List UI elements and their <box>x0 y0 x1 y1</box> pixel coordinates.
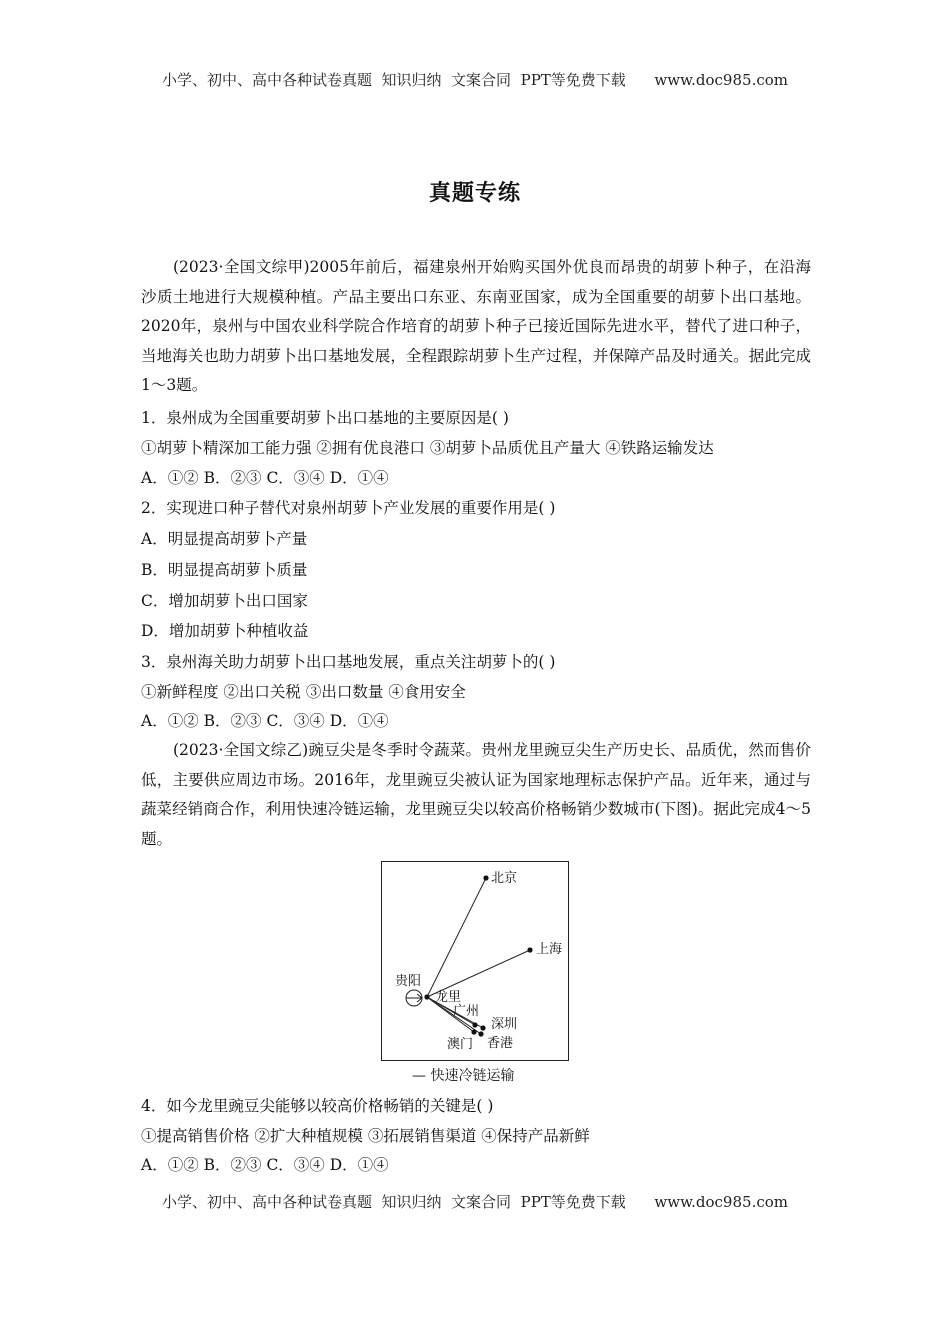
passage-carrot: (2023·全国文综甲)2005年前后，福建泉州开始购买国外优良而昂贵的胡萝卜种子，在沿海沙质土地进行大规模种植。产品主要出口东亚、东南亚国家，成为全国重要的胡萝卜出口基地。2020年，泉州与中国农业科学院合作培育的胡萝卜种子已接近国际先进水平，替代了进口种子，当地海关也助力胡萝卜出口基地发展，全程跟踪胡萝卜生产过程，并保障产品及时通关。据此完成1～3题。 <box>141 258 811 394</box>
question-3-items: ①新鲜程度 ②出口关税 ③出口数量 ④食用安全 <box>141 683 466 701</box>
page-footer: 小学、初中、高中各种试卷真题 知识归纳 文案合同 PPT等免费下载 www.doc985.com <box>161 1193 788 1211</box>
question-2-option-a: A．明显提高胡萝卜产量 <box>141 530 308 548</box>
map-legend: — 快速冷链运输 <box>412 1068 515 1084</box>
question-4-items: ①提高销售价格 ②扩大种植规模 ③拓展销售渠道 ④保持产品新鲜 <box>141 1127 590 1145</box>
cold-chain-map <box>381 861 569 1061</box>
shanghai-dot <box>527 947 532 952</box>
label-macau: 澳门 <box>447 1037 474 1052</box>
question-1-options: A．①② B．②③ C．③④ D．①④ <box>141 469 389 487</box>
label-guangzhou: 广州 <box>453 1004 480 1019</box>
question-2-option-d: D．增加胡萝卜种植收益 <box>141 622 309 640</box>
question-1-items: ①胡萝卜精深加工能力强 ②拥有优良港口 ③胡萝卜品质优且产量大 ④铁路运输发达 <box>141 439 714 457</box>
beijing-dot <box>483 875 488 880</box>
longli-dot <box>424 994 429 999</box>
label-shanghai: 上海 <box>536 942 563 957</box>
question-4-stem: 4．如今龙里豌豆尖能够以较高价格畅销的关键是( ) <box>141 1097 494 1115</box>
page-title: 真题专练 <box>428 180 521 206</box>
question-1-stem: 1．泉州成为全国重要胡萝卜出口基地的主要原因是( ) <box>141 409 509 427</box>
label-shenzhen: 深圳 <box>491 1017 518 1032</box>
page-header: 小学、初中、高中各种试卷真题 知识归纳 文案合同 PPT等免费下载 www.doc985.com <box>161 71 788 89</box>
question-2-option-c: C．增加胡萝卜出口国家 <box>141 592 308 610</box>
question-3-options: A．①② B．②③ C．③④ D．①④ <box>141 712 389 730</box>
label-beijing: 北京 <box>491 871 518 886</box>
shenzhen-dot <box>480 1025 485 1030</box>
question-4-options: A．①② B．②③ C．③④ D．①④ <box>141 1156 389 1174</box>
question-2-option-b: B．明显提高胡萝卜质量 <box>141 561 308 579</box>
map-figure <box>381 861 569 1061</box>
question-2-stem: 2．实现进口种子替代对泉州胡萝卜产业发展的重要作用是( ) <box>141 499 556 517</box>
passage-pea-shoots: (2023·全国文综乙)豌豆尖是冬季时令蔬菜。贵州龙里豌豆尖生产历史长、品质优，然而售价低，主要供应周边市场。2016年，龙里豌豆尖被认证为国家地理标志保护产品。近年来，通过与蔬菜经销商合作，利用快速冷链运输，龙里豌豆尖以较高价格畅销少数城市(下图)。据此完成4～5题。 <box>141 741 811 848</box>
hongkong-dot <box>478 1031 483 1036</box>
label-hongkong: 香港 <box>487 1036 514 1051</box>
guangzhou-dot <box>472 1022 477 1027</box>
route-beijing <box>427 878 486 997</box>
label-longli: 龙里 <box>435 990 462 1005</box>
question-3-stem: 3．泉州海关助力胡萝卜出口基地发展，重点关注胡萝卜的( ) <box>141 653 556 671</box>
label-guiyang: 贵阳 <box>395 974 422 989</box>
macau-dot <box>471 1029 476 1034</box>
